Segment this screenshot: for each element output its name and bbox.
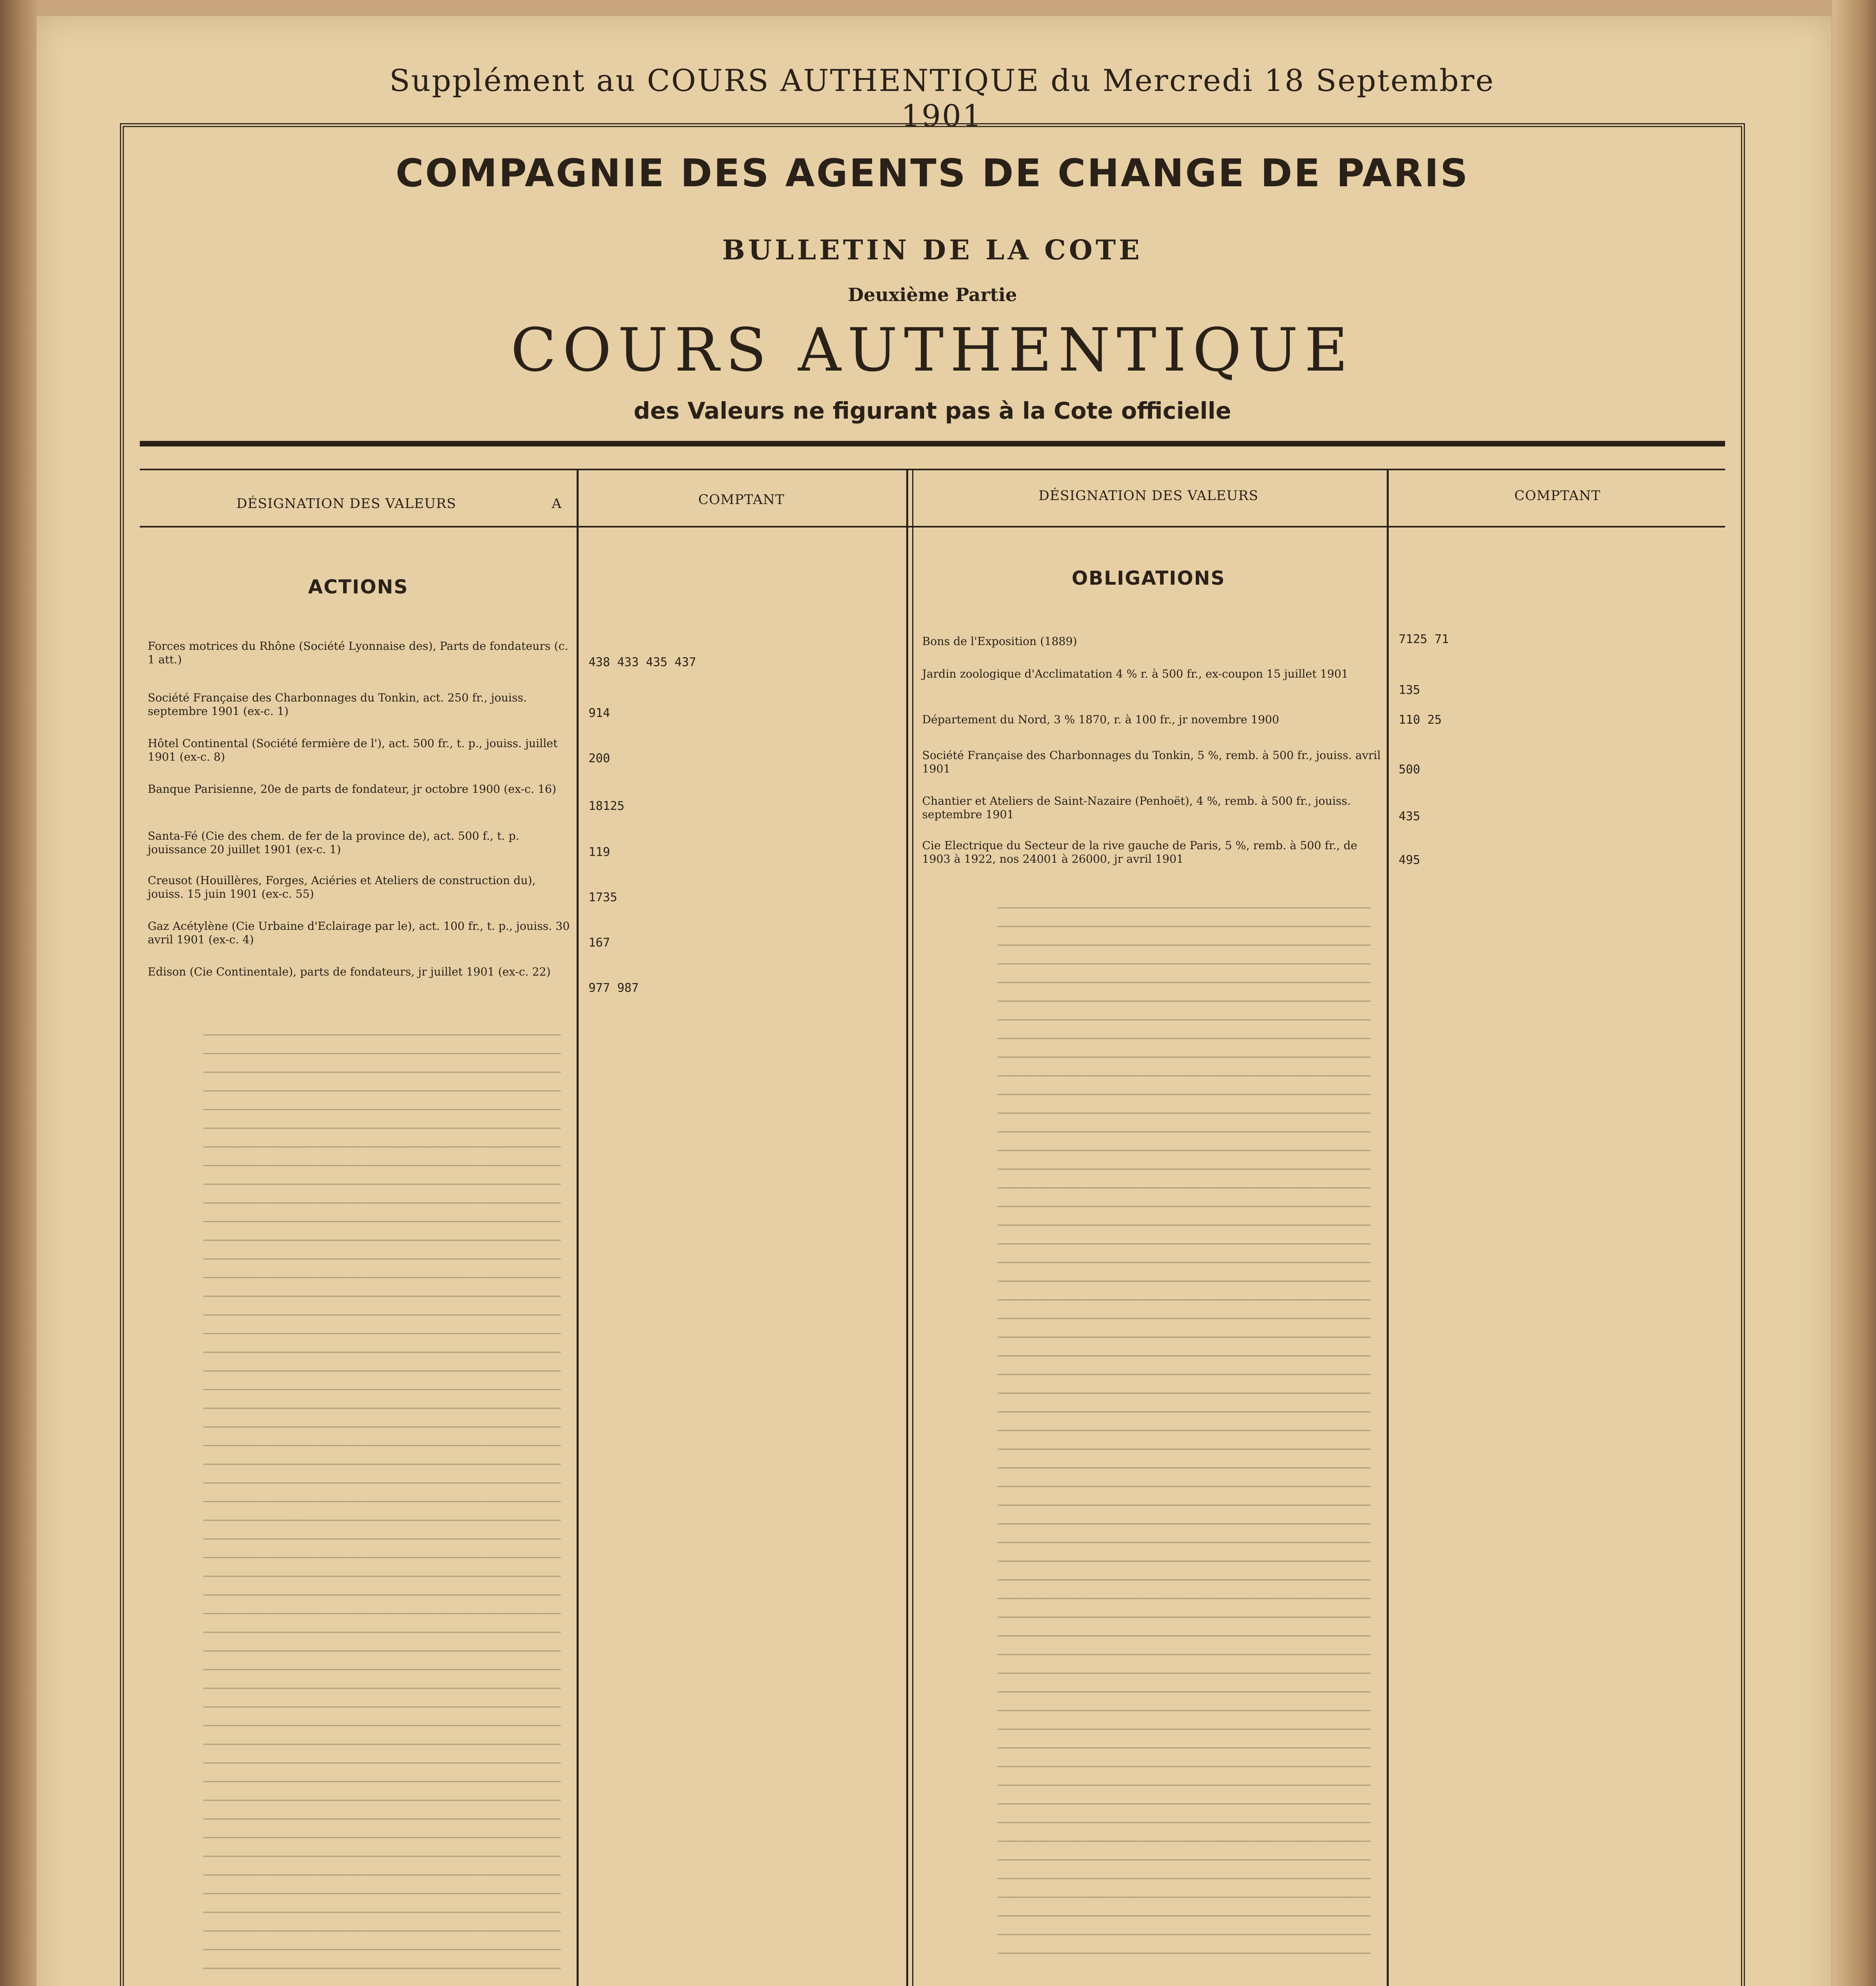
row-price: 7125 71: [1399, 632, 1449, 646]
actions-section-title: ACTIONS: [308, 576, 409, 598]
table-row: Edison (Cie Continentale), parts de fondateurs, jr juillet 1901 (ex-c. 22): [148, 965, 551, 978]
center-divider-2: [912, 469, 913, 1986]
right-designation-header: DÉSIGNATION DES VALEURS: [1038, 488, 1258, 504]
left-a-label: A: [552, 496, 562, 512]
page-subtitle: des Valeurs ne figurant pas à la Cote officielle: [633, 397, 1231, 424]
row-price: 18125: [589, 799, 625, 813]
table-row: Société Française des Charbonnages du Tonkin, 5 %, remb. à 500 fr., jouiss. avril 1901: [922, 749, 1381, 775]
header-rule: [140, 441, 1725, 446]
table-row: Santa-Fé (Cie des chem. de fer de la province de), act. 500 f., t. p. jouissance 20 juillet 1901 (ex-c. 1): [148, 829, 519, 856]
table-row: Forces motrices du Rhône (Société Lyonnaise des), Parts de fondateurs (c. 1 att.): [148, 639, 568, 666]
left-comptant-header: COMPTANT: [698, 492, 785, 508]
table-row: Cie Electrique du Secteur de la rive gauche de Paris, 5 %, remb. à 500 fr., de 1903 à 1922, nos 24001 à 26000, jr avril 1901: [922, 839, 1357, 865]
row-price: 167: [589, 936, 610, 950]
row-price: 200: [589, 752, 610, 765]
row-price: 495: [1399, 853, 1421, 867]
bulletin-title: BULLETIN DE LA COTE: [722, 234, 1143, 266]
table-row: Creusot (Houillères, Forges, Aciéries et Ateliers de construction du), jouiss. 15 juin 1901 (ex-c. 55): [148, 874, 536, 900]
partie-label: Deuxième Partie: [847, 284, 1017, 305]
table-row: Hôtel Continental (Société fermière de l'), act. 500 fr., t. p., jouiss. juillet 1901 (ex-c. 8): [148, 737, 558, 763]
supplement-line: Supplément au COURS AUTHENTIQUE du Mercredi 18 Septembre 1901: [389, 63, 1495, 133]
right-leader-lines: [998, 890, 1371, 1962]
row-price: 135: [1399, 683, 1421, 697]
row-price: 435: [1399, 809, 1421, 823]
row-price: 438 433 435 437: [589, 655, 696, 669]
table-top-rule: [140, 469, 1725, 470]
main-frame: [120, 123, 1745, 1986]
row-price: 977 987: [589, 981, 639, 995]
page-edge: [1832, 0, 1876, 1986]
row-price: 119: [589, 845, 610, 859]
table-row: Gaz Acétylène (Cie Urbaine d'Eclairage par le), act. 100 fr., t. p., jouiss. 30 avril 1901 (ex-c. 4): [148, 920, 570, 946]
table-row: Département du Nord, 3 % 1870, r. à 100 fr., jr novembre 1900: [922, 713, 1280, 726]
row-price: 1735: [589, 891, 618, 904]
company-name: COMPAGNIE DES AGENTS DE CHANGE DE PARIS: [396, 151, 1469, 195]
obligations-section-title: OBLIGATIONS: [1071, 567, 1226, 589]
right-comptant-divider: [1387, 469, 1389, 1986]
masthead: [124, 127, 1741, 453]
row-price: 500: [1399, 763, 1421, 777]
newspaper-page: [37, 16, 1832, 1986]
table-row: Chantier et Ateliers de Saint-Nazaire (Penhoët), 4 %, remb. à 500 fr., jouiss. septembre 1901: [922, 794, 1351, 821]
center-divider: [906, 469, 908, 1986]
row-price: 110 25: [1399, 713, 1442, 727]
book-binding: [0, 0, 40, 1986]
table-row: Société Française des Charbonnages du Tonkin, act. 250 fr., jouiss. septembre 1901 (ex-c. 1): [148, 691, 527, 718]
right-comptant-header: COMPTANT: [1514, 488, 1601, 504]
left-designation-header: DÉSIGNATION DES VALEURS: [236, 496, 456, 512]
row-price: 914: [589, 706, 610, 720]
table-row: Bons de l'Exposition (1889): [922, 635, 1077, 648]
table-row: Banque Parisienne, 20e de parts de fondateur, jr octobre 1900 (ex-c. 16): [148, 782, 556, 796]
table-row: Jardin zoologique d'Acclimatation 4 % r. à 500 fr., ex-coupon 15 juillet 1901: [922, 667, 1349, 680]
table-header-rule: [140, 526, 1725, 527]
left-leader-lines: [203, 1017, 561, 1970]
left-comptant-divider: [577, 469, 579, 1986]
page-title: COURS AUTHENTIQUE: [510, 316, 1355, 385]
